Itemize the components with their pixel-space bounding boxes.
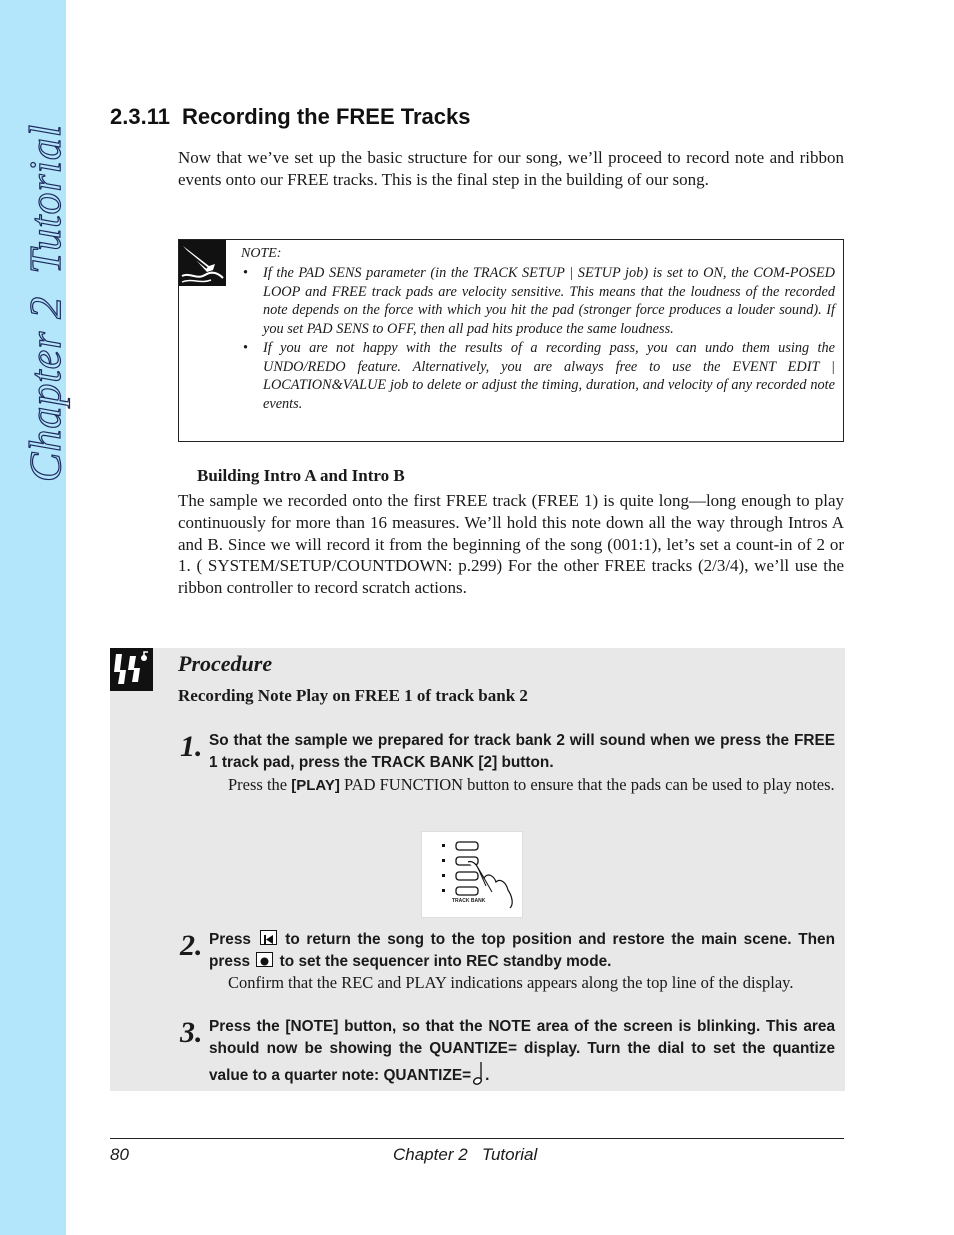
section-number: 2.3.11 <box>110 104 170 129</box>
play-key-label: [PLAY] <box>291 777 340 794</box>
step-3-text-end: . <box>485 1067 490 1084</box>
note-heading: NOTE: <box>241 246 282 261</box>
section-title: Recording the FREE Tracks <box>181 104 471 129</box>
procedure-icon <box>110 648 153 691</box>
step-2-text-b: to return the song to the top position and restore the main scene. Then press <box>209 931 835 970</box>
footer-chapter: Chapter 2 Tutorial <box>393 1145 538 1164</box>
return-to-top-key-icon <box>260 930 277 945</box>
step-number: 3. <box>180 1016 203 1049</box>
note-box <box>178 239 844 442</box>
side-chapter-label: Chapter 2 <box>21 295 70 482</box>
page-number: 80 <box>110 1145 129 1164</box>
side-chapter-title: Tutorial <box>21 123 70 274</box>
step-1-text: So that the sample we prepared for track bank 2 will sound when we press the FREE 1 track pad, press the TRACK BANK [2] button. <box>209 732 835 771</box>
footer-rule <box>110 1138 844 1139</box>
building-heading: Building Intro A and Intro B <box>197 466 405 485</box>
step-2-text <box>209 929 835 973</box>
note-item: • If you are not happy with the results of a recording pass, you can undo them using the UNDO/REDO feature. Alternatively, you are always free to use the EVENT EDIT | LOCATION&VALUE job to delete or adjust the timing, duration, and velocity of any recorded note events. <box>241 339 835 414</box>
procedure-panel <box>110 648 845 1091</box>
step-1-detail <box>228 774 835 797</box>
record-key-icon <box>256 952 273 967</box>
step-1-detail-text: Press the <box>228 775 292 794</box>
intro-paragraph: Now that we’ve set up the basic structure for our song, we’ll proceed to record note and ribbon events onto our FREE tracks. This is the final step in the building of our song. <box>178 148 844 189</box>
pencil-note-icon <box>179 240 226 286</box>
track-bank-caption: TRACK BANK <box>452 898 486 904</box>
chapter-side-title <box>20 124 71 482</box>
step-2-text-a: Press <box>209 931 258 948</box>
chapter-sidebar <box>0 0 70 1235</box>
step-2-text-c: to set the sequencer into REC standby mode. <box>275 953 612 970</box>
building-paragraph: The sample we recorded onto the first FREE track (FREE 1) is quite long—long enough to play continuously for more than 16 measures. We’ll hold this note down all the way through Intros A and B. Since we will record it from the beginning of the song (001:1), let’s set a count-in of 2 or 1. ( SYSTEM/SETUP/COUNTDOWN: p.299) For the other FREE tracks (2/3/4), we’ll use the ribbon controller to record scratch actions. <box>178 491 844 598</box>
step-number: 2. <box>180 929 203 962</box>
step-3-text <box>209 1016 835 1093</box>
track-bank-illustration <box>421 831 523 918</box>
quarter-note-icon <box>471 1060 485 1093</box>
section-heading <box>110 104 470 130</box>
note-list <box>241 264 835 414</box>
note-item: • If the PAD SENS parameter (in the TRACK SETUP | SETUP job) is set to ON, the COM-POSED LOOP and FREE track pads are velocity sensitive. This means that the loudness of the recorded note depends on the force with which you hit the pad (stronger force produces a louder sound). If you set PAD SENS to OFF, then all pad hits produce the same loudness. <box>241 264 835 339</box>
step-1-detail-text-end: PAD FUNCTION button to ensure that the pads can be used to play notes. <box>339 775 835 794</box>
procedure-title: Procedure <box>178 651 273 676</box>
procedure-subtitle: Recording Note Play on FREE 1 of track bank 2 <box>178 686 528 705</box>
step-3-text-main: Press the [NOTE] button, so that the NOTE area of the screen is blinking. This area should now be showing the QUANTIZE= display. Turn the dial to set the quantize value to a quarter note: QUANTIZE= <box>209 1018 835 1084</box>
step-number: 1. <box>180 730 203 763</box>
step-2-detail: Confirm that the REC and PLAY indications appears along the top line of the display. <box>228 973 794 992</box>
